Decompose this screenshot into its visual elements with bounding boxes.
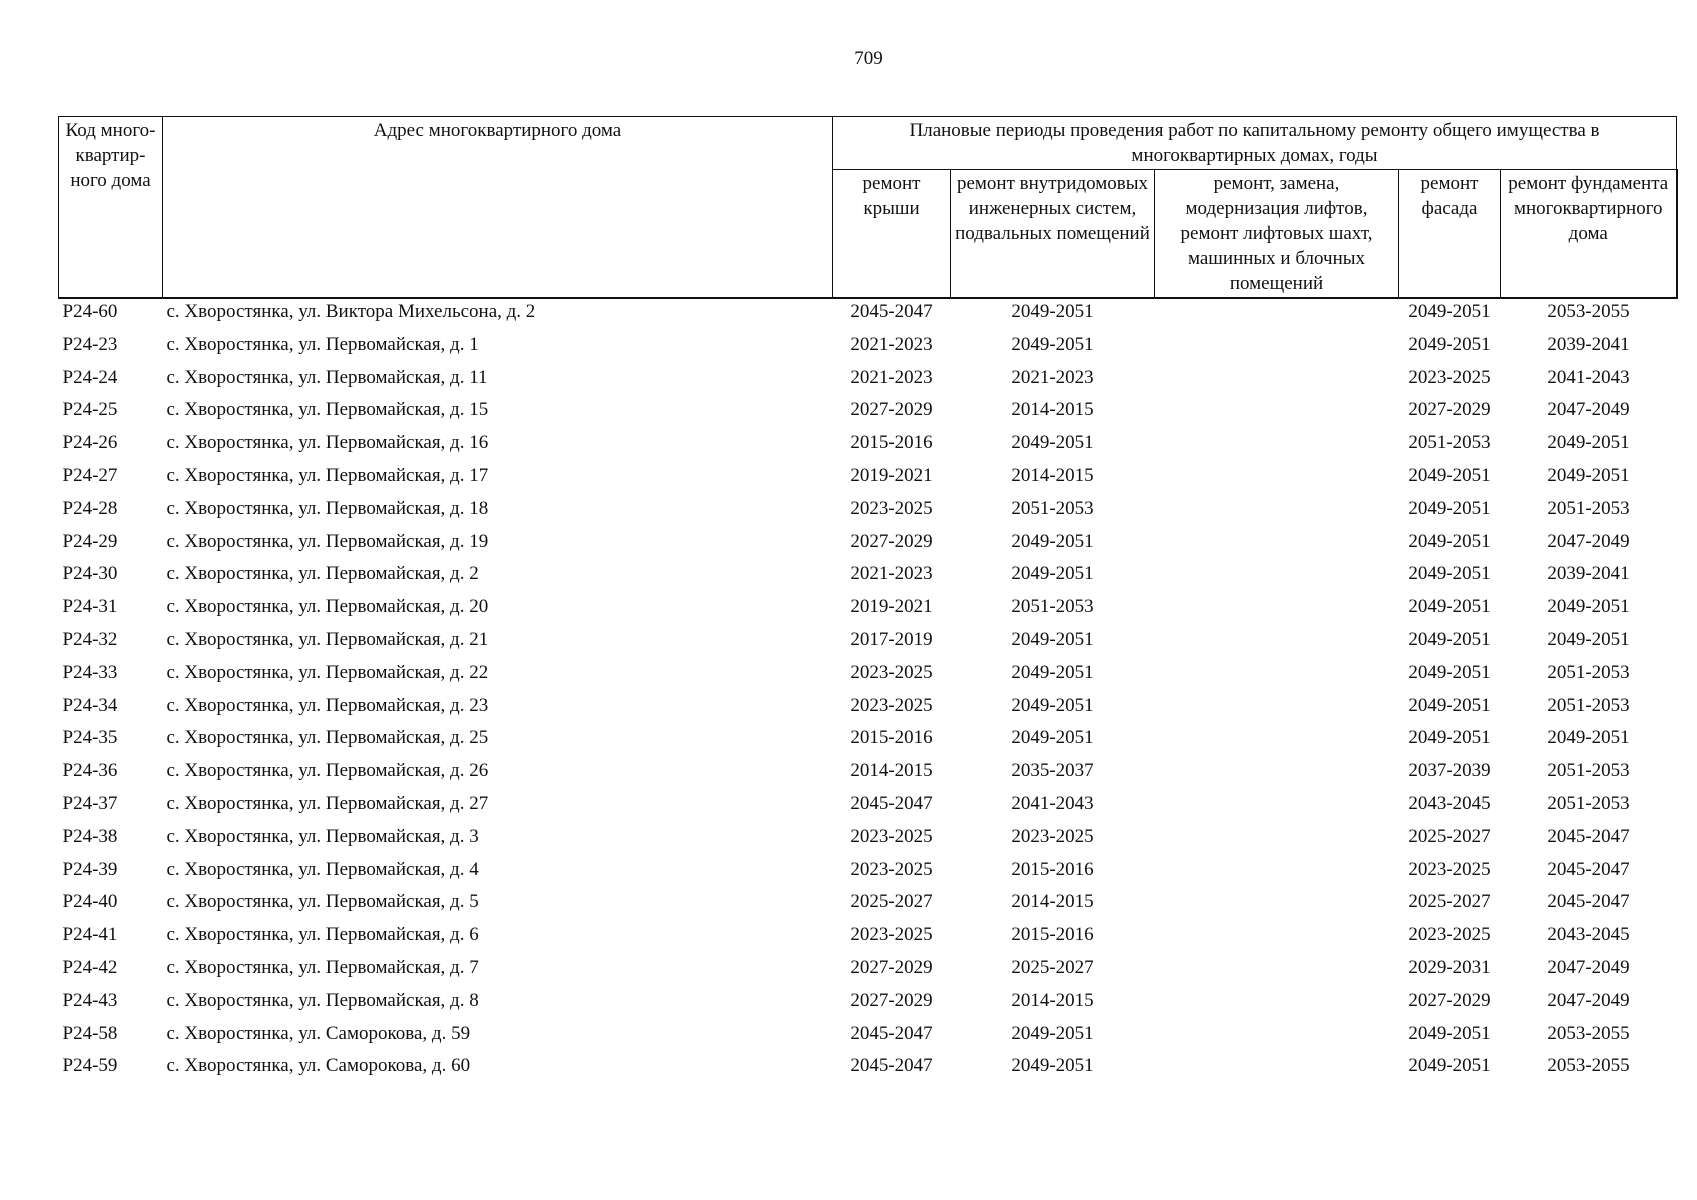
foundation-period-cell: 2045-2047 [1547, 891, 1630, 913]
elevators-period-cell [1155, 496, 1399, 529]
facade-period-cell: 2049-2051 [1408, 497, 1491, 519]
address-cell: с. Хворостянка, ул. Саморокова, д. 60 [166, 1055, 471, 1077]
code-cell: Р24-31 [62, 596, 118, 618]
foundation-period-cell: 2045-2047 [1547, 825, 1630, 847]
elevators-period-cell [1155, 430, 1399, 463]
foundation-period-cell: 2053-2055 [1547, 1055, 1630, 1077]
address-cell: с. Хворостянка, ул. Первомайская, д. 23 [166, 694, 489, 716]
engineering-period-cell: 2023-2025 [1011, 825, 1094, 847]
facade-period-cell: 2049-2051 [1408, 563, 1491, 585]
code-cell: Р24-33 [62, 661, 118, 683]
facade-period-cell: 2029-2031 [1408, 956, 1491, 978]
page-number: 709 [854, 48, 883, 69]
foundation-period-cell: 2049-2051 [1547, 464, 1630, 486]
address-cell: с. Хворостянка, ул. Первомайская, д. 2 [166, 563, 479, 585]
elevators-period-cell [1155, 889, 1399, 922]
address-cell: с. Хворостянка, ул. Первомайская, д. 5 [166, 891, 479, 913]
facade-period-cell: 2049-2051 [1408, 464, 1491, 486]
foundation-period-cell: 2047-2049 [1547, 956, 1630, 978]
roof-period-cell: 2023-2025 [850, 661, 933, 683]
foundation-period-cell: 2039-2041 [1547, 333, 1630, 355]
code-cell: Р24-38 [62, 825, 118, 847]
address-cell: с. Хворостянка, ул. Первомайская, д. 6 [166, 924, 479, 946]
table-row [59, 693, 1677, 726]
table-row [59, 397, 1677, 430]
table-row [59, 561, 1677, 594]
foundation-period-cell: 2051-2053 [1547, 661, 1630, 683]
foundation-period-cell: 2047-2049 [1547, 530, 1630, 552]
elevators-period-cell [1155, 725, 1399, 758]
address-cell: с. Хворостянка, ул. Первомайская, д. 22 [166, 661, 489, 683]
facade-period-cell: 2037-2039 [1408, 760, 1491, 782]
facade-period-cell: 2049-2051 [1408, 694, 1491, 716]
code-cell: Р24-24 [62, 366, 118, 388]
elevators-period-cell [1155, 824, 1399, 857]
code-cell: Р24-23 [62, 333, 118, 355]
repair-schedule-table [58, 116, 1678, 1086]
foundation-period-cell: 2051-2053 [1547, 497, 1630, 519]
code-cell: Р24-34 [62, 694, 118, 716]
code-cell: Р24-30 [62, 563, 118, 585]
table-row [59, 298, 1677, 332]
roof-period-cell: 2025-2027 [850, 891, 933, 913]
roof-period-cell: 2027-2029 [850, 530, 933, 552]
address-cell: с. Хворостянка, ул. Первомайская, д. 15 [166, 399, 489, 421]
roof-period-cell: 2023-2025 [850, 858, 933, 880]
foundation-period-cell: 2051-2053 [1547, 760, 1630, 782]
table-row [59, 725, 1677, 758]
elevators-period-cell [1155, 955, 1399, 988]
elevators-period-cell [1155, 857, 1399, 890]
roof-period-cell: 2023-2025 [850, 497, 933, 519]
header-elevators: ремонт, замена, модернизация лифтов, ремонт лифтовых шахт, машинных и блочных помещений [1155, 170, 1399, 299]
elevators-period-cell [1155, 561, 1399, 594]
table-row [59, 824, 1677, 857]
facade-period-cell: 2043-2045 [1408, 792, 1491, 814]
table-body [59, 298, 1677, 1086]
elevators-period-cell [1155, 529, 1399, 562]
roof-period-cell: 2027-2029 [850, 956, 933, 978]
code-cell: Р24-42 [62, 956, 118, 978]
code-cell: Р24-32 [62, 628, 118, 650]
address-cell: с. Хворостянка, ул. Первомайская, д. 27 [166, 792, 489, 814]
table-row [59, 529, 1677, 562]
code-cell: Р24-29 [62, 530, 118, 552]
roof-period-cell: 2023-2025 [850, 694, 933, 716]
foundation-period-cell: 2049-2051 [1547, 628, 1630, 650]
address-cell: с. Хворостянка, ул. Первомайская, д. 19 [166, 530, 489, 552]
code-cell: Р24-36 [62, 760, 118, 782]
foundation-period-cell: 2053-2055 [1547, 1022, 1630, 1044]
code-cell: Р24-39 [62, 858, 118, 880]
table-row [59, 463, 1677, 496]
address-cell: с. Хворостянка, ул. Первомайская, д. 8 [166, 989, 479, 1011]
address-cell: с. Хворостянка, ул. Первомайская, д. 1 [166, 333, 479, 355]
address-cell: с. Хворостянка, ул. Первомайская, д. 20 [166, 596, 489, 618]
roof-period-cell: 2021-2023 [850, 366, 933, 388]
elevators-period-cell [1155, 332, 1399, 365]
elevators-period-cell [1155, 988, 1399, 1021]
facade-period-cell: 2049-2051 [1408, 596, 1491, 618]
facade-period-cell: 2025-2027 [1408, 891, 1491, 913]
code-cell: Р24-43 [62, 989, 118, 1011]
code-cell: Р24-59 [62, 1055, 118, 1077]
elevators-period-cell [1155, 365, 1399, 398]
facade-period-cell: 2023-2025 [1408, 366, 1491, 388]
address-cell: с. Хворостянка, ул. Первомайская, д. 21 [166, 628, 489, 650]
engineering-period-cell: 2015-2016 [1011, 858, 1094, 880]
engineering-period-cell: 2014-2015 [1011, 399, 1094, 421]
table-row [59, 988, 1677, 1021]
facade-period-cell: 2049-2051 [1408, 727, 1491, 749]
foundation-period-cell: 2039-2041 [1547, 563, 1630, 585]
foundation-period-cell: 2045-2047 [1547, 858, 1630, 880]
code-cell: Р24-27 [62, 464, 118, 486]
foundation-period-cell: 2047-2049 [1547, 989, 1630, 1011]
roof-period-cell: 2015-2016 [850, 432, 933, 454]
address-cell: с. Хворостянка, ул. Первомайская, д. 25 [166, 727, 489, 749]
table-row [59, 857, 1677, 890]
engineering-period-cell: 2014-2015 [1011, 464, 1094, 486]
header-foundation: ремонт фундамента многоквартирного дома [1501, 170, 1677, 299]
facade-period-cell: 2049-2051 [1408, 301, 1491, 322]
elevators-period-cell [1155, 594, 1399, 627]
engineering-period-cell: 2051-2053 [1011, 596, 1094, 618]
roof-period-cell: 2014-2015 [850, 760, 933, 782]
facade-period-cell: 2023-2025 [1408, 858, 1491, 880]
address-cell: с. Хворостянка, ул. Виктора Михельсона, д. 2 [166, 301, 536, 322]
address-cell: с. Хворостянка, ул. Первомайская, д. 17 [166, 464, 489, 486]
header-roof: ремонт крыши [833, 170, 951, 299]
elevators-period-cell [1155, 1053, 1399, 1086]
elevators-period-cell [1155, 627, 1399, 660]
engineering-period-cell: 2049-2051 [1011, 301, 1094, 322]
elevators-period-cell [1155, 1021, 1399, 1054]
roof-period-cell: 2027-2029 [850, 399, 933, 421]
foundation-period-cell: 2047-2049 [1547, 399, 1630, 421]
engineering-period-cell: 2041-2043 [1011, 792, 1094, 814]
facade-period-cell: 2051-2053 [1408, 432, 1491, 454]
roof-period-cell: 2021-2023 [850, 333, 933, 355]
roof-period-cell: 2045-2047 [850, 1022, 933, 1044]
elevators-period-cell [1155, 660, 1399, 693]
code-cell: Р24-28 [62, 497, 118, 519]
foundation-period-cell: 2049-2051 [1547, 727, 1630, 749]
engineering-period-cell: 2049-2051 [1011, 530, 1094, 552]
foundation-period-cell: 2049-2051 [1547, 432, 1630, 454]
header-address: Адрес многоквартирного дома [163, 117, 833, 299]
roof-period-cell: 2019-2021 [850, 596, 933, 618]
foundation-period-cell: 2051-2053 [1547, 694, 1630, 716]
table-row [59, 922, 1677, 955]
foundation-period-cell: 2041-2043 [1547, 366, 1630, 388]
facade-period-cell: 2049-2051 [1408, 1055, 1491, 1077]
code-cell: Р24-58 [62, 1022, 118, 1044]
code-cell: Р24-37 [62, 792, 118, 814]
foundation-period-cell: 2051-2053 [1547, 792, 1630, 814]
engineering-period-cell: 2049-2051 [1011, 333, 1094, 355]
elevators-period-cell [1155, 397, 1399, 430]
table-row [59, 594, 1677, 627]
address-cell: с. Хворостянка, ул. Первомайская, д. 11 [166, 366, 488, 388]
table-row [59, 1053, 1677, 1086]
elevators-period-cell [1155, 922, 1399, 955]
facade-period-cell: 2027-2029 [1408, 399, 1491, 421]
elevators-period-cell [1155, 463, 1399, 496]
code-cell: Р24-35 [62, 727, 118, 749]
elevators-period-cell [1155, 791, 1399, 824]
table-row [59, 791, 1677, 824]
engineering-period-cell: 2025-2027 [1011, 956, 1094, 978]
engineering-period-cell: 2014-2015 [1011, 989, 1094, 1011]
facade-period-cell: 2049-2051 [1408, 530, 1491, 552]
address-cell: с. Хворостянка, ул. Первомайская, д. 26 [166, 760, 489, 782]
engineering-period-cell: 2049-2051 [1011, 563, 1094, 585]
engineering-period-cell: 2049-2051 [1011, 432, 1094, 454]
roof-period-cell: 2027-2029 [850, 989, 933, 1011]
engineering-period-cell: 2051-2053 [1011, 497, 1094, 519]
engineering-period-cell: 2049-2051 [1011, 1055, 1094, 1077]
code-cell: Р24-26 [62, 432, 118, 454]
table-row [59, 758, 1677, 791]
table-header [59, 117, 1677, 299]
foundation-period-cell: 2043-2045 [1547, 924, 1630, 946]
code-cell: Р24-41 [62, 924, 118, 946]
engineering-period-cell: 2014-2015 [1011, 891, 1094, 913]
roof-period-cell: 2019-2021 [850, 464, 933, 486]
elevators-period-cell [1155, 693, 1399, 726]
engineering-period-cell: 2049-2051 [1011, 694, 1094, 716]
address-cell: с. Хворостянка, ул. Первомайская, д. 3 [166, 825, 479, 847]
header-planned-periods: Плановые периоды проведения работ по капитальному ремонту общего имущества в многоквартирных домах, годы [833, 117, 1677, 170]
roof-period-cell: 2023-2025 [850, 924, 933, 946]
foundation-period-cell: 2053-2055 [1547, 301, 1630, 322]
facade-period-cell: 2025-2027 [1408, 825, 1491, 847]
engineering-period-cell: 2015-2016 [1011, 924, 1094, 946]
table-row [59, 332, 1677, 365]
table-row [59, 660, 1677, 693]
engineering-period-cell: 2049-2051 [1011, 628, 1094, 650]
table-row [59, 889, 1677, 922]
table-row [59, 955, 1677, 988]
facade-period-cell: 2049-2051 [1408, 628, 1491, 650]
address-cell: с. Хворостянка, ул. Первомайская, д. 4 [166, 858, 479, 880]
header-code: Код много-квартир-ного дома [59, 117, 163, 299]
address-cell: с. Хворостянка, ул. Первомайская, д. 7 [166, 956, 479, 978]
engineering-period-cell: 2049-2051 [1011, 1022, 1094, 1044]
roof-period-cell: 2045-2047 [850, 1055, 933, 1077]
table-row [59, 1021, 1677, 1054]
roof-period-cell: 2015-2016 [850, 727, 933, 749]
roof-period-cell: 2017-2019 [850, 628, 933, 650]
facade-period-cell: 2049-2051 [1408, 1022, 1491, 1044]
roof-period-cell: 2045-2047 [850, 792, 933, 814]
table-row [59, 627, 1677, 660]
engineering-period-cell: 2035-2037 [1011, 760, 1094, 782]
code-cell: Р24-60 [62, 301, 118, 322]
engineering-period-cell: 2021-2023 [1011, 366, 1094, 388]
foundation-period-cell: 2049-2051 [1547, 596, 1630, 618]
roof-period-cell: 2021-2023 [850, 563, 933, 585]
header-engineering: ремонт внутридомовых инженерных систем, подвальных помещений [951, 170, 1155, 299]
facade-period-cell: 2049-2051 [1408, 333, 1491, 355]
code-cell: Р24-40 [62, 891, 118, 913]
facade-period-cell: 2023-2025 [1408, 924, 1491, 946]
table-row [59, 496, 1677, 529]
roof-period-cell: 2045-2047 [850, 301, 933, 322]
roof-period-cell: 2023-2025 [850, 825, 933, 847]
code-cell: Р24-25 [62, 399, 118, 421]
address-cell: с. Хворостянка, ул. Первомайская, д. 16 [166, 432, 489, 454]
facade-period-cell: 2027-2029 [1408, 989, 1491, 1011]
facade-period-cell: 2049-2051 [1408, 661, 1491, 683]
address-cell: с. Хворостянка, ул. Саморокова, д. 59 [166, 1022, 471, 1044]
header-facade: ремонт фасада [1399, 170, 1501, 299]
elevators-period-cell [1155, 298, 1399, 332]
engineering-period-cell: 2049-2051 [1011, 727, 1094, 749]
elevators-period-cell [1155, 758, 1399, 791]
table-row [59, 365, 1677, 398]
address-cell: с. Хворостянка, ул. Первомайская, д. 18 [166, 497, 489, 519]
table-row [59, 430, 1677, 463]
engineering-period-cell: 2049-2051 [1011, 661, 1094, 683]
